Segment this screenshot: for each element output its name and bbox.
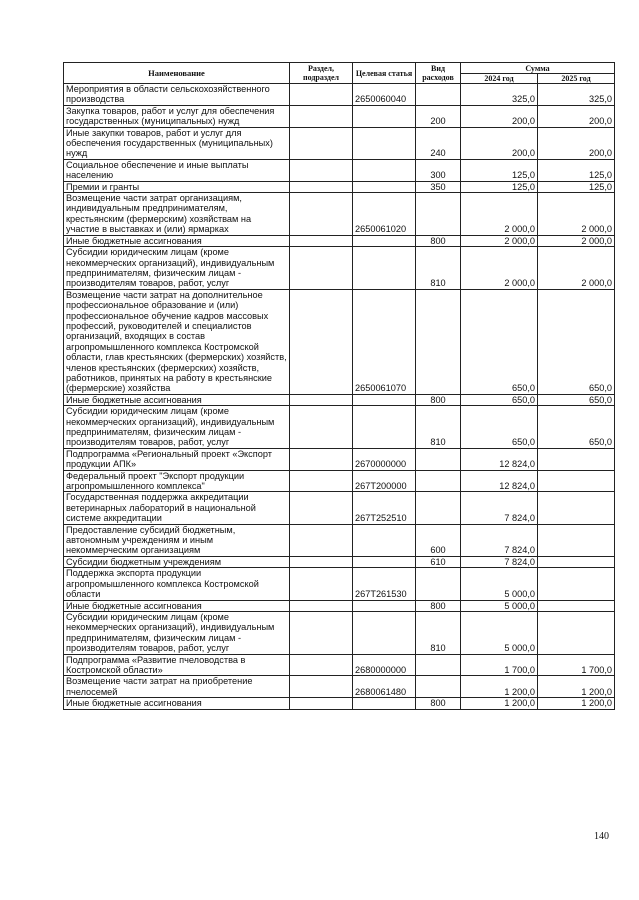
row-sum-2025 [538,600,615,611]
row-sum-2024: 5 000,0 [461,568,538,600]
row-type: 810 [416,611,461,654]
row-type: 800 [416,235,461,246]
row-section [290,394,353,405]
row-sum-2024: 125,0 [461,181,538,192]
row-type [416,470,461,492]
row-type [416,676,461,698]
table-row [64,289,615,394]
row-sum-2025 [538,524,615,556]
header-section: Раздел, подраздел [290,63,353,84]
row-section [290,193,353,236]
row-section [290,159,353,181]
table-row [64,492,615,524]
row-sum-2024: 1 200,0 [461,698,538,709]
row-name: Возмещение части затрат на дополнительное профессиональное образование и (или) профессиональное обучение кадров массовых профессий, руководителей и специалистов организаций, входящих в состав агропромышленного комплекса Костромской области, глав крестьянских (фермерских) хозяйств, членов крестьянских (фермерских) хозяйств, работников, принятых на работу в крестьянские (фермерские) хозяйства [64,289,290,394]
row-target [353,181,416,192]
table-row [64,676,615,698]
row-name: Иные бюджетные ассигнования [64,698,290,709]
row-target: 2650061070 [353,289,416,394]
row-name: Иные бюджетные ассигнования [64,235,290,246]
row-sum-2024: 650,0 [461,406,538,449]
table-row [64,698,615,709]
row-type: 800 [416,394,461,405]
row-section [290,105,353,127]
row-type: 800 [416,698,461,709]
row-sum-2024: 650,0 [461,394,538,405]
row-section [290,654,353,676]
row-section [290,235,353,246]
row-type [416,289,461,394]
row-name: Государственная поддержка аккредитации ветеринарных лабораторий в национальной системе аккредитации [64,492,290,524]
row-sum-2024: 1 700,0 [461,654,538,676]
row-type: 610 [416,556,461,567]
table-row [64,600,615,611]
row-target [353,600,416,611]
row-sum-2025: 650,0 [538,406,615,449]
table-row [64,181,615,192]
header-name: Наименование [64,63,290,84]
row-sum-2025: 2 000,0 [538,193,615,236]
header-2025: 2025 год [538,74,615,84]
table-row [64,470,615,492]
table-row [64,394,615,405]
row-type: 810 [416,406,461,449]
row-section [290,406,353,449]
row-sum-2025: 2 000,0 [538,235,615,246]
row-target: 2670000000 [353,448,416,470]
row-target: 267T261530 [353,568,416,600]
row-section [290,492,353,524]
row-sum-2025: 125,0 [538,159,615,181]
row-sum-2024: 325,0 [461,84,538,106]
row-sum-2025: 125,0 [538,181,615,192]
row-target: 267T200000 [353,470,416,492]
row-type: 600 [416,524,461,556]
table-row [64,556,615,567]
row-name: Премии и гранты [64,181,290,192]
row-section [290,698,353,709]
row-section [290,84,353,106]
row-target [353,127,416,159]
row-name: Подпрограмма «Региональный проект «Экспорт продукции АПК» [64,448,290,470]
header-type: Вид расходов [416,63,461,84]
table-row [64,524,615,556]
table-row [64,406,615,449]
row-target: 267T252510 [353,492,416,524]
table-row [64,84,615,106]
row-sum-2025: 1 200,0 [538,698,615,709]
row-sum-2024: 7 824,0 [461,556,538,567]
table-row [64,105,615,127]
row-target [353,556,416,567]
row-target [353,698,416,709]
row-name: Мероприятия в области сельскохозяйственного производства [64,84,290,106]
row-type [416,84,461,106]
row-target: 2680061480 [353,676,416,698]
row-name: Иные бюджетные ассигнования [64,394,290,405]
row-sum-2024: 12 824,0 [461,470,538,492]
row-sum-2025 [538,556,615,567]
table-header [64,63,615,84]
row-section [290,470,353,492]
row-section [290,524,353,556]
table-row [64,235,615,246]
row-target [353,247,416,290]
row-sum-2025 [538,568,615,600]
table-row [64,568,615,600]
row-type [416,654,461,676]
row-sum-2024: 7 824,0 [461,492,538,524]
row-type: 300 [416,159,461,181]
row-type: 200 [416,105,461,127]
row-name: Субсидии юридическим лицам (кроме некоммерческих организаций), индивидуальным предпринимателям, физическим лицам - производителям товаров, работ, услуг [64,611,290,654]
row-sum-2024: 125,0 [461,159,538,181]
row-sum-2024: 2 000,0 [461,193,538,236]
row-sum-2025 [538,470,615,492]
row-type: 800 [416,600,461,611]
row-target [353,611,416,654]
table-body [64,84,615,710]
row-target [353,524,416,556]
row-sum-2024: 200,0 [461,127,538,159]
row-sum-2024: 7 824,0 [461,524,538,556]
table-row [64,193,615,236]
header-sum: Сумма [461,63,615,74]
row-target [353,406,416,449]
row-sum-2025: 650,0 [538,394,615,405]
row-name: Иные закупки товаров, работ и услуг для обеспечения государственных (муниципальных) нужд [64,127,290,159]
row-sum-2024: 2 000,0 [461,235,538,246]
row-section [290,556,353,567]
row-name: Субсидии юридическим лицам (кроме некоммерческих организаций), индивидуальным предпринимателям, физическим лицам - производителям товаров, работ, услуг [64,247,290,290]
row-sum-2025: 200,0 [538,127,615,159]
row-sum-2025 [538,492,615,524]
row-sum-2025: 200,0 [538,105,615,127]
row-name: Иные бюджетные ассигнования [64,600,290,611]
row-target [353,394,416,405]
row-sum-2024: 12 824,0 [461,448,538,470]
row-sum-2024: 5 000,0 [461,611,538,654]
row-sum-2025 [538,448,615,470]
row-section [290,448,353,470]
header-target: Целевая статья [353,63,416,84]
row-sum-2025: 650,0 [538,289,615,394]
row-type: 810 [416,247,461,290]
table-row [64,247,615,290]
row-name: Субсидии юридическим лицам (кроме некоммерческих организаций), индивидуальным предпринимателям, физическим лицам - производителям товаров, работ, услуг [64,406,290,449]
table-row [64,448,615,470]
budget-table [63,62,615,710]
row-name: Возмещение части затрат организациям, индивидуальным предпринимателям, крестьянским (фермерским) хозяйствам на участие в выставках и (или) ярмарках [64,193,290,236]
row-target: 2650060040 [353,84,416,106]
row-name: Субсидии бюджетным учреждениям [64,556,290,567]
row-name: Закупка товаров, работ и услуг для обеспечения государственных (муниципальных) нужд [64,105,290,127]
row-section [290,247,353,290]
row-sum-2025: 1 200,0 [538,676,615,698]
row-type [416,448,461,470]
row-sum-2025: 325,0 [538,84,615,106]
row-sum-2024: 650,0 [461,289,538,394]
table-row [64,127,615,159]
row-type [416,568,461,600]
row-section [290,127,353,159]
row-section [290,289,353,394]
row-section [290,568,353,600]
row-name: Подпрограмма «Развитие пчеловодства в Костромской области» [64,654,290,676]
row-sum-2025: 2 000,0 [538,247,615,290]
row-sum-2024: 1 200,0 [461,676,538,698]
row-section [290,676,353,698]
row-name: Поддержка экспорта продукции агропромышленного комплекса Костромской области [64,568,290,600]
row-section [290,600,353,611]
row-type: 350 [416,181,461,192]
row-target [353,105,416,127]
row-target: 2650061020 [353,193,416,236]
row-sum-2024: 200,0 [461,105,538,127]
row-name: Федеральный проект "Экспорт продукции агропромышленного комплекса" [64,470,290,492]
table-row [64,159,615,181]
table-row [64,654,615,676]
page-number: 140 [594,831,609,842]
row-name: Возмещение части затрат на приобретение пчелосемей [64,676,290,698]
row-type: 240 [416,127,461,159]
row-target [353,159,416,181]
row-name: Предоставление субсидий бюджетным, автономным учреждениям и иным некоммерческим организациям [64,524,290,556]
row-type [416,193,461,236]
row-section [290,611,353,654]
row-sum-2024: 2 000,0 [461,247,538,290]
row-sum-2025 [538,611,615,654]
row-target [353,235,416,246]
row-name: Социальное обеспечение и иные выплаты населению [64,159,290,181]
row-type [416,492,461,524]
row-sum-2024: 5 000,0 [461,600,538,611]
row-sum-2025: 1 700,0 [538,654,615,676]
row-target: 2680000000 [353,654,416,676]
table-row [64,611,615,654]
row-section [290,181,353,192]
header-2024: 2024 год [461,74,538,84]
